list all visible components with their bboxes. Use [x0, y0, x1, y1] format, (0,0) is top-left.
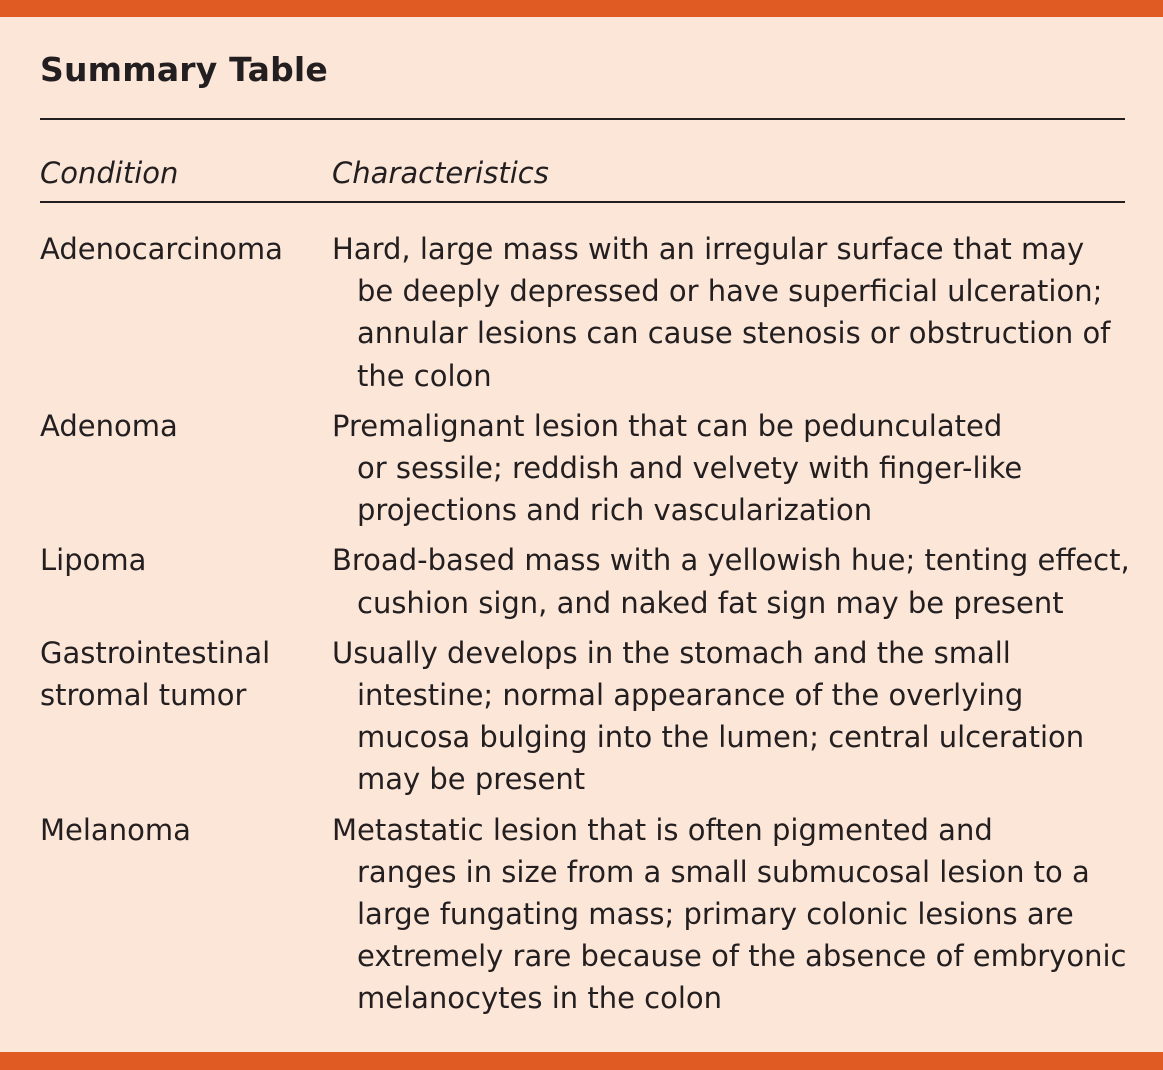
characteristics-line: Hard, large mass with an irregular surface that may [332, 232, 1085, 266]
table-row [40, 632, 1125, 801]
characteristics-line: Usually develops in the stomach and the small [332, 635, 1011, 670]
characteristics-line: extremely rare because of the absence of embryonic [357, 939, 1127, 974]
characteristics-cell [308, 539, 1130, 623]
characteristics-line: cushion sign, and naked fat sign may be present [357, 585, 1064, 620]
characteristics-line: Metastatic lesion that is often pigmented and [332, 812, 993, 847]
condition-cell: Adenoma [40, 408, 178, 443]
characteristics-line: the colon [357, 358, 492, 393]
characteristics-line: intestine; normal appearance of the overlying [357, 678, 1024, 713]
characteristics-cell [308, 809, 1126, 1020]
characteristics-line: may be present [357, 762, 586, 797]
condition-cell [40, 632, 306, 801]
characteristics-line: melanocytes in the colon [357, 981, 723, 1016]
characteristics-line: be deeply depressed or have superficial ulceration; [357, 274, 1103, 309]
table-row [40, 539, 1130, 623]
top-accent-bar [0, 0, 1163, 17]
characteristics-line: or sessile; reddish and velvety with finger-like [357, 451, 1023, 486]
condition-cell: Adenocarcinoma [40, 232, 283, 266]
characteristics-line: mucosa bulging into the lumen; central ulceration [357, 720, 1085, 755]
table-row [40, 809, 1125, 1020]
table-row [40, 405, 1125, 532]
condition-line: stromal tumor [40, 678, 247, 713]
condition-line: Gastrointestinal [40, 635, 271, 670]
characteristics-line: annular lesions can cause stenosis or obstruction of [357, 316, 1111, 351]
characteristics-line: Premalignant lesion that can be pedunculated [332, 408, 1003, 443]
condition-cell: Melanoma [40, 812, 191, 847]
header-divider [40, 201, 1125, 203]
characteristics-line: Broad-based mass with a yellowish hue; tenting effect, [332, 543, 1130, 578]
table-title: Summary Table [40, 50, 329, 89]
title-divider [40, 118, 1125, 120]
characteristics-cell [308, 632, 1125, 801]
characteristics-cell [308, 228, 1125, 397]
bottom-accent-bar [0, 1052, 1163, 1070]
header-characteristics: Characteristics [332, 156, 549, 190]
header-condition: Condition [40, 156, 179, 190]
characteristics-line: ranges in size from a small submucosal lesion to a [357, 854, 1090, 889]
characteristics-cell [308, 405, 1125, 532]
characteristics-line: large fungating mass; primary colonic lesions are [357, 897, 1074, 932]
table-body [40, 228, 1130, 1028]
condition-cell: Lipoma [40, 543, 147, 578]
table-row [40, 228, 1125, 397]
characteristics-line: projections and rich vascularization [357, 493, 873, 528]
